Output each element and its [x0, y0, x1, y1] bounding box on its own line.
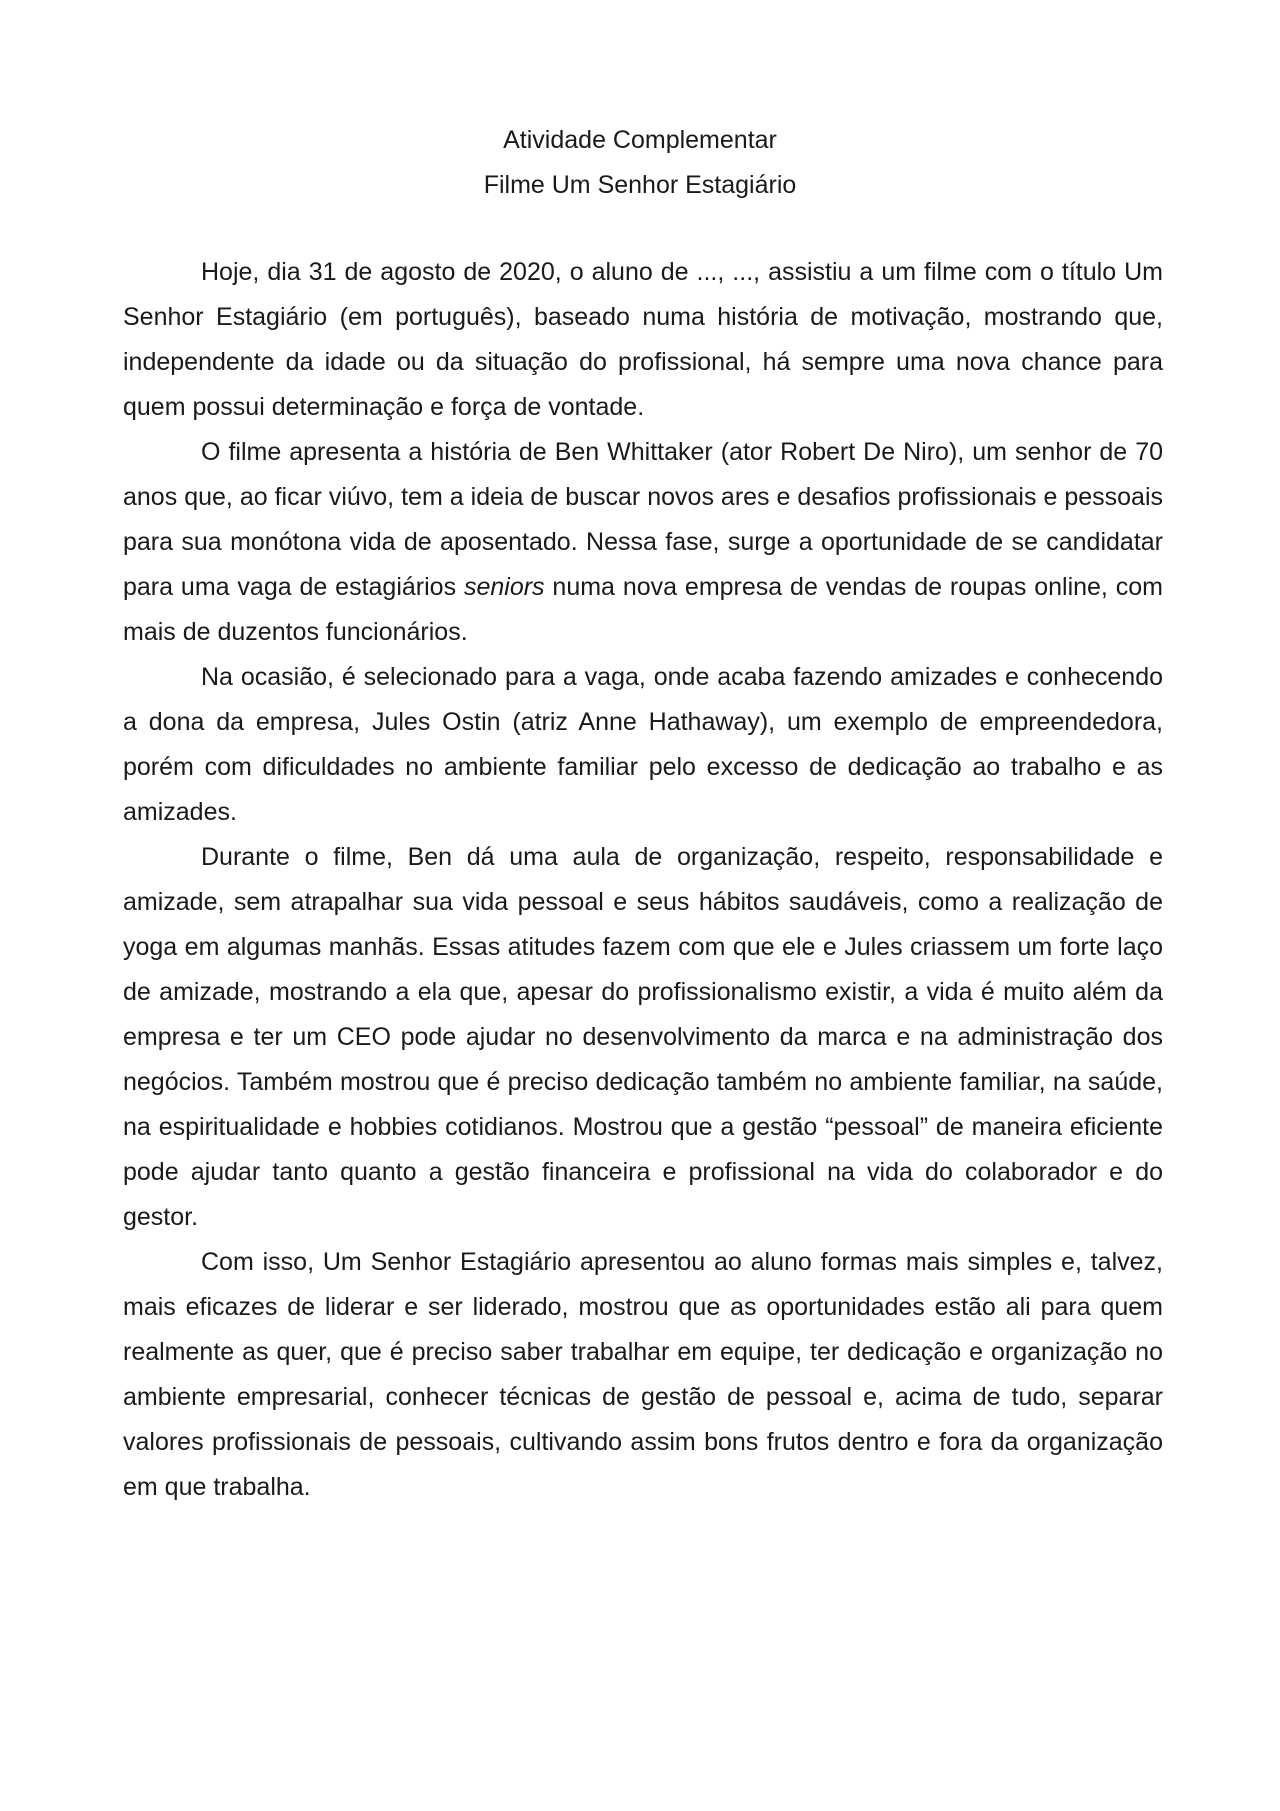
paragraph-1: Hoje, dia 31 de agosto de 2020, o aluno de ..., ..., assistiu a um filme com o título Um Senhor Estagiário (em português), baseado numa história de motivação, mostrando que, independente da idade ou da situação do profissional, há sempre uma nova chance para quem possui determinação e força de vontade. — [123, 258, 1163, 421]
italic-term-seniors: seniors — [463, 573, 545, 601]
document-title: Atividade Complementar — [503, 126, 777, 154]
title-block — [0, 118, 1280, 208]
paragraph-3: Na ocasião, é selecionado para a vaga, onde acaba fazendo amizades e conhecendo a dona da empresa, Jules Ostin (atriz Anne Hathaway), um exemplo de empreendedora, porém com dificuldades no ambiente familiar pelo excesso de dedicação ao trabalho e as amizades. — [123, 663, 1163, 826]
paragraph-4: Durante o filme, Ben dá uma aula de organização, respeito, responsabilidade e amizade, sem atrapalhar sua vida pessoal e seus hábitos saudáveis, como a realização de yoga em algumas manhãs. Essas atitudes fazem com que ele e Jules criassem um forte laço de amizade, mostrando a ela que, apesar do profissionalismo existir, a vida é muito além da empresa e ter um CEO pode ajudar no desenvolvimento da marca e na administração dos negócios. Também mostrou que é preciso dedicação também no ambiente familiar, na saúde, na espiritualidade e hobbies cotidianos. Mostrou que a gestão “pessoal” de maneira eficiente pode ajudar tanto quanto a gestão financeira e profissional na vida do colaborador e do gestor. — [123, 843, 1163, 1231]
paragraph-2-part-2: numa nova empresa de vendas de roupas online, com mais de duzentos funcionários. — [123, 573, 1163, 646]
paragraph-2-part-1: O filme apresenta a história de Ben Whittaker (ator Robert De Niro), um senhor de 70 anos que, ao ficar viúvo, tem a ideia de buscar novos ares e desafios profissionais e pessoais para sua monótona vida de aposentado. Nessa fase, surge a oportunidade de se candidatar para uma vaga de estagiários — [123, 438, 1163, 601]
paragraph-5: Com isso, Um Senhor Estagiário apresentou ao aluno formas mais simples e, talvez, mais eficazes de liderar e ser liderado, mostrou que as oportunidades estão ali para quem realmente as quer, que é preciso saber trabalhar em equipe, ter dedicação e organização no ambiente empresarial, conhecer técnicas de gestão de pessoal e, acima de tudo, separar valores profissionais de pessoais, cultivando assim bons frutos dentro e fora da organização em que trabalha. — [123, 1248, 1163, 1501]
document-subtitle: Filme Um Senhor Estagiário — [483, 171, 797, 199]
document-body — [123, 250, 1163, 1510]
paragraph-2 — [123, 430, 1163, 655]
